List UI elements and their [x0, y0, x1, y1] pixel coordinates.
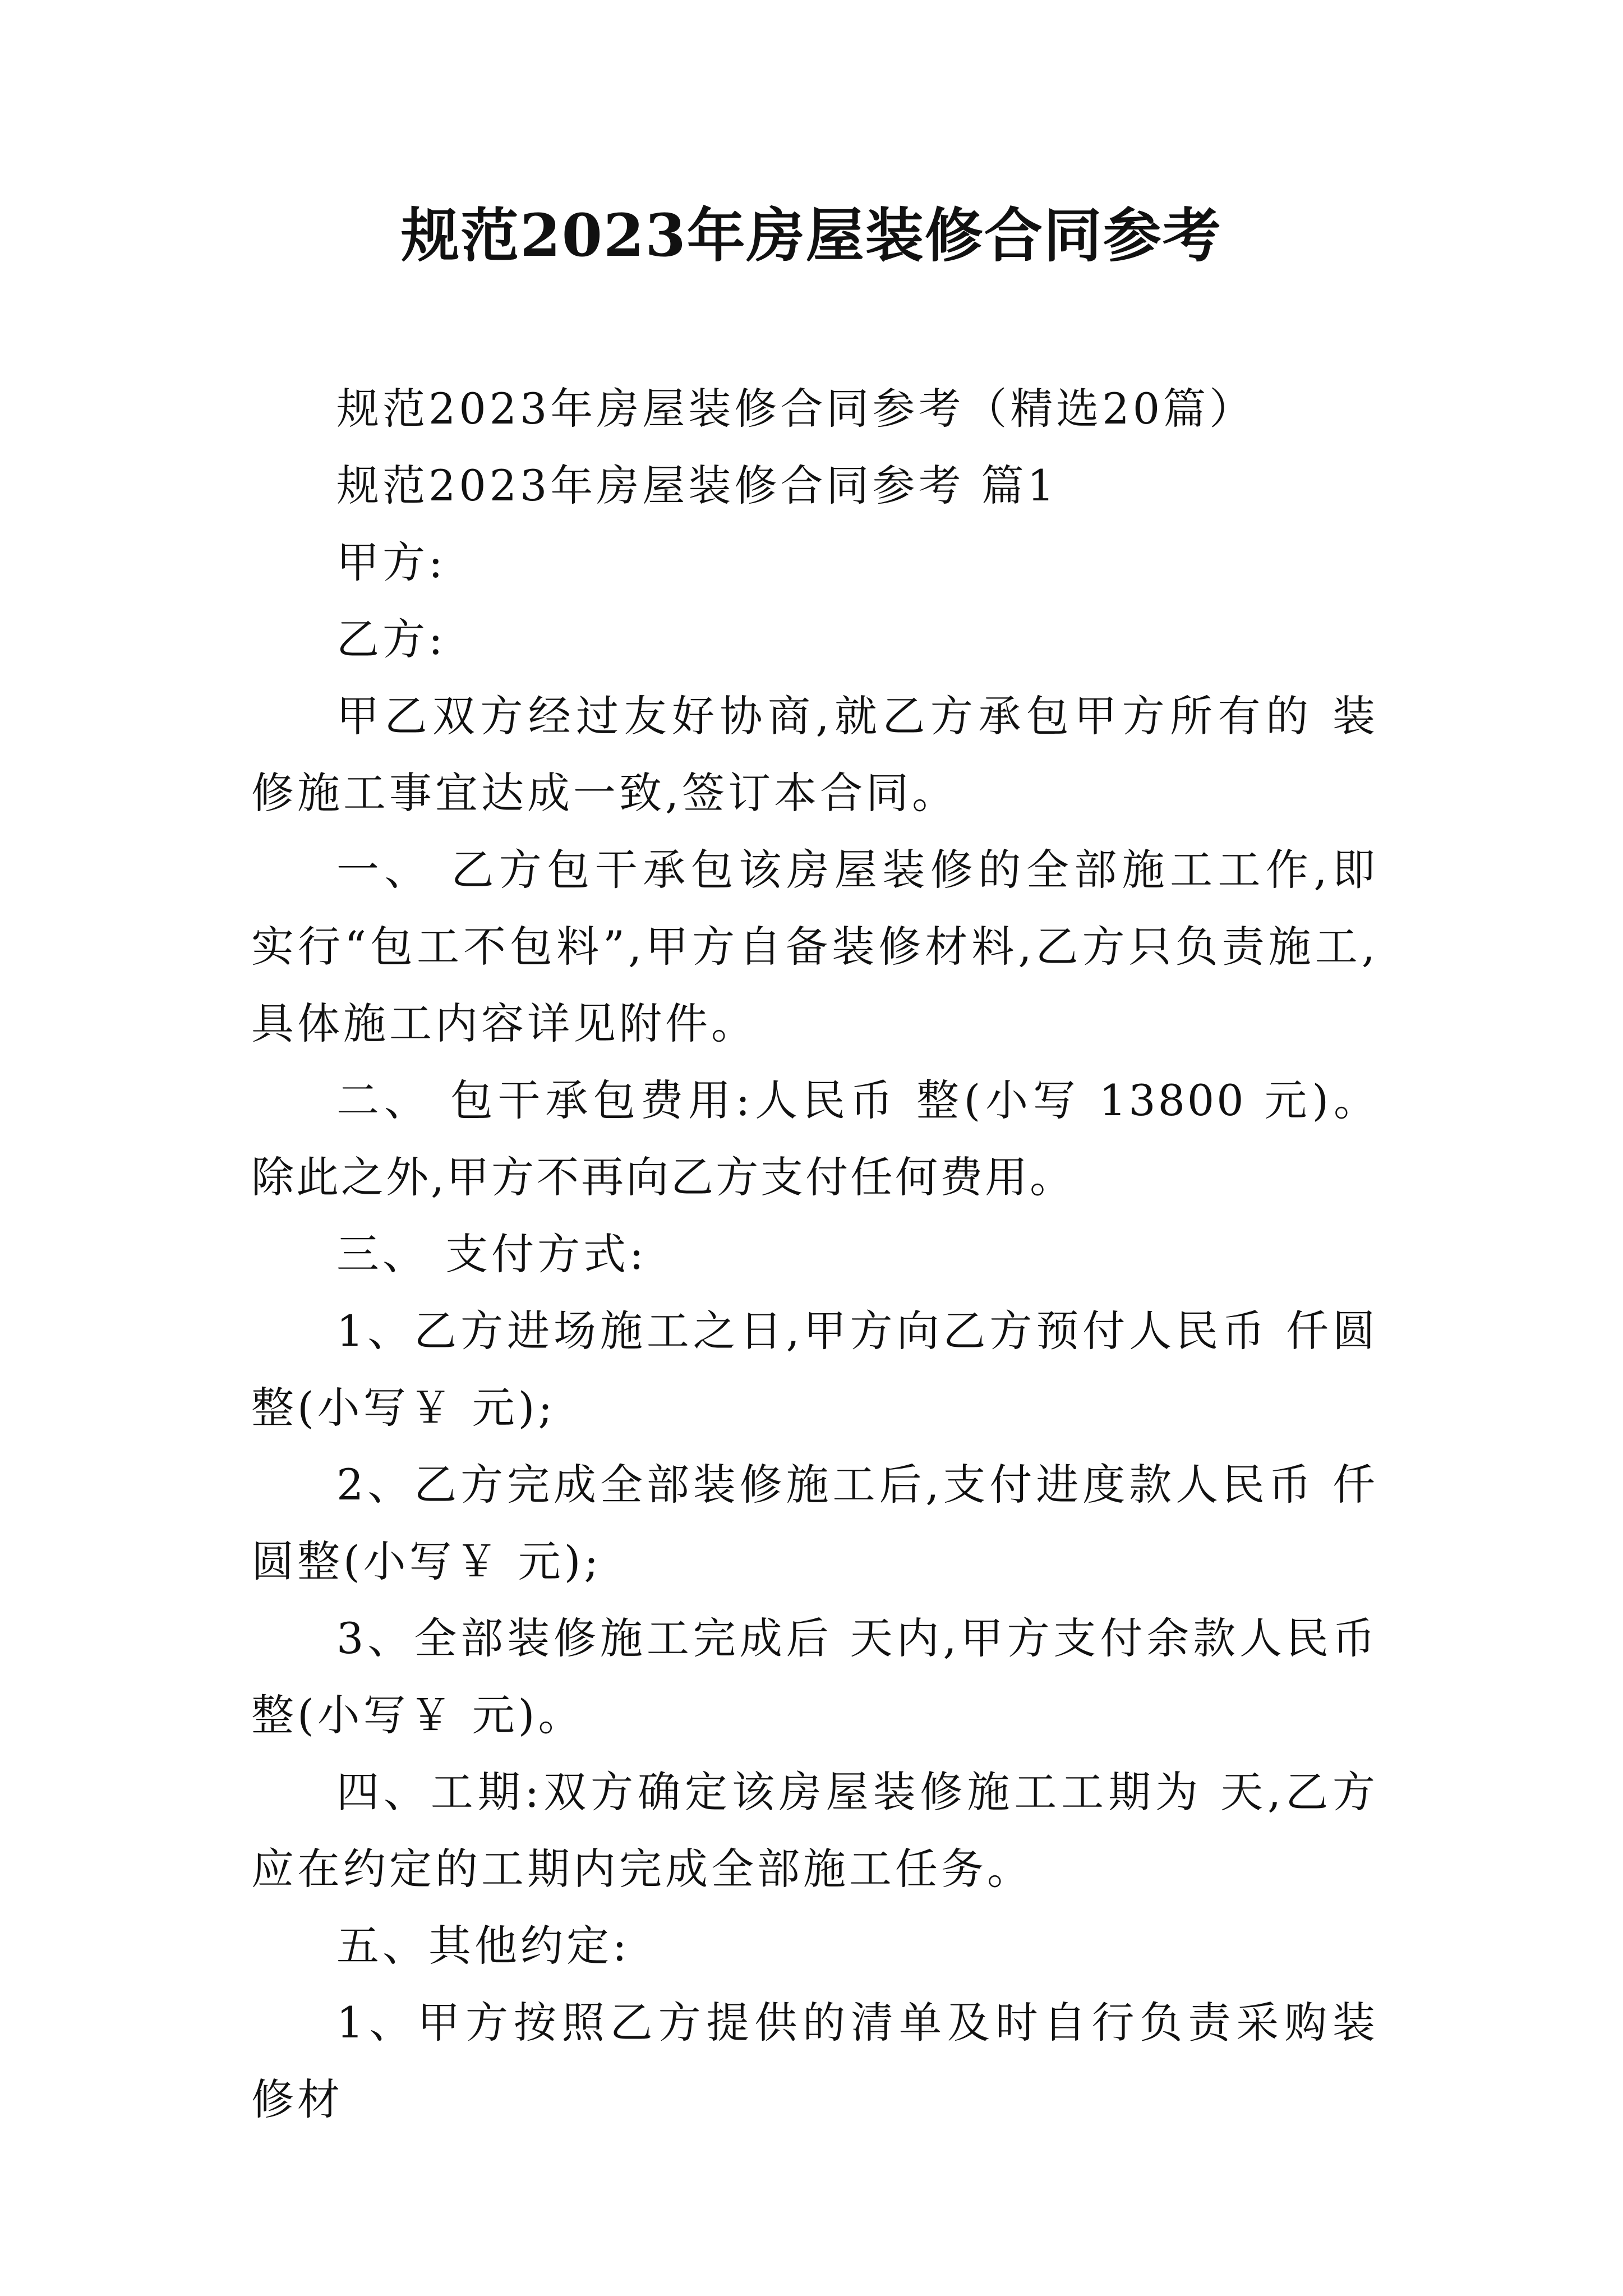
- paragraph-clause-4: 四、工期:双方确定该房屋装修施工工期为 天,乙方应在约定的工期内完成全部施工任务。: [251, 1767, 1378, 1894]
- paragraph-payment-1: 1、乙方进场施工之日,甲方向乙方预付人民币 仟圆整(小写￥ 元);: [251, 1306, 1378, 1433]
- paragraph-clause-2: 二、 包干承包费用:人民币 整(小写 13800 元)。 除此之外,甲方不再向乙方支付任何费用。: [251, 1075, 1378, 1202]
- paragraph-payment-3: 3、全部装修施工完成后 天内,甲方支付余款人民币 整(小写￥ 元)。: [251, 1613, 1378, 1740]
- paragraph-party-a: 甲方:: [336, 537, 446, 587]
- paragraph-clause-5: 五、其他约定:: [336, 1921, 630, 1971]
- document-body: [251, 370, 1378, 2138]
- paragraph-subtitle: 规范2023年房屋装修合同参考（精选20篇）: [336, 384, 1256, 434]
- paragraph-clause-1: 一、 乙方包干承包该房屋装修的全部施工工作,即实行“包工不包料”,甲方自备装修材料,乙方只负责施工,具体施工内容详见附件。: [251, 845, 1378, 1048]
- document-title: 规范2023年房屋装修合同参考: [401, 201, 1222, 270]
- paragraph-other-1: 1、甲方按照乙方提供的清单及时自行负责采购装修材: [251, 1998, 1378, 2124]
- paragraph-section-heading: 规范2023年房屋装修合同参考 篇1: [336, 461, 1058, 510]
- paragraph-clause-3: 三、 支付方式:: [336, 1229, 647, 1279]
- paragraph-payment-2: 2、乙方完成全部装修施工后,支付进度款人民币 仟圆整(小写￥ 元);: [251, 1460, 1378, 1586]
- paragraph-preamble: 甲乙双方经过友好协商,就乙方承包甲方所有的 装修施工事宜达成一致,签订本合同。: [251, 691, 1378, 818]
- paragraph-party-b: 乙方:: [336, 614, 446, 664]
